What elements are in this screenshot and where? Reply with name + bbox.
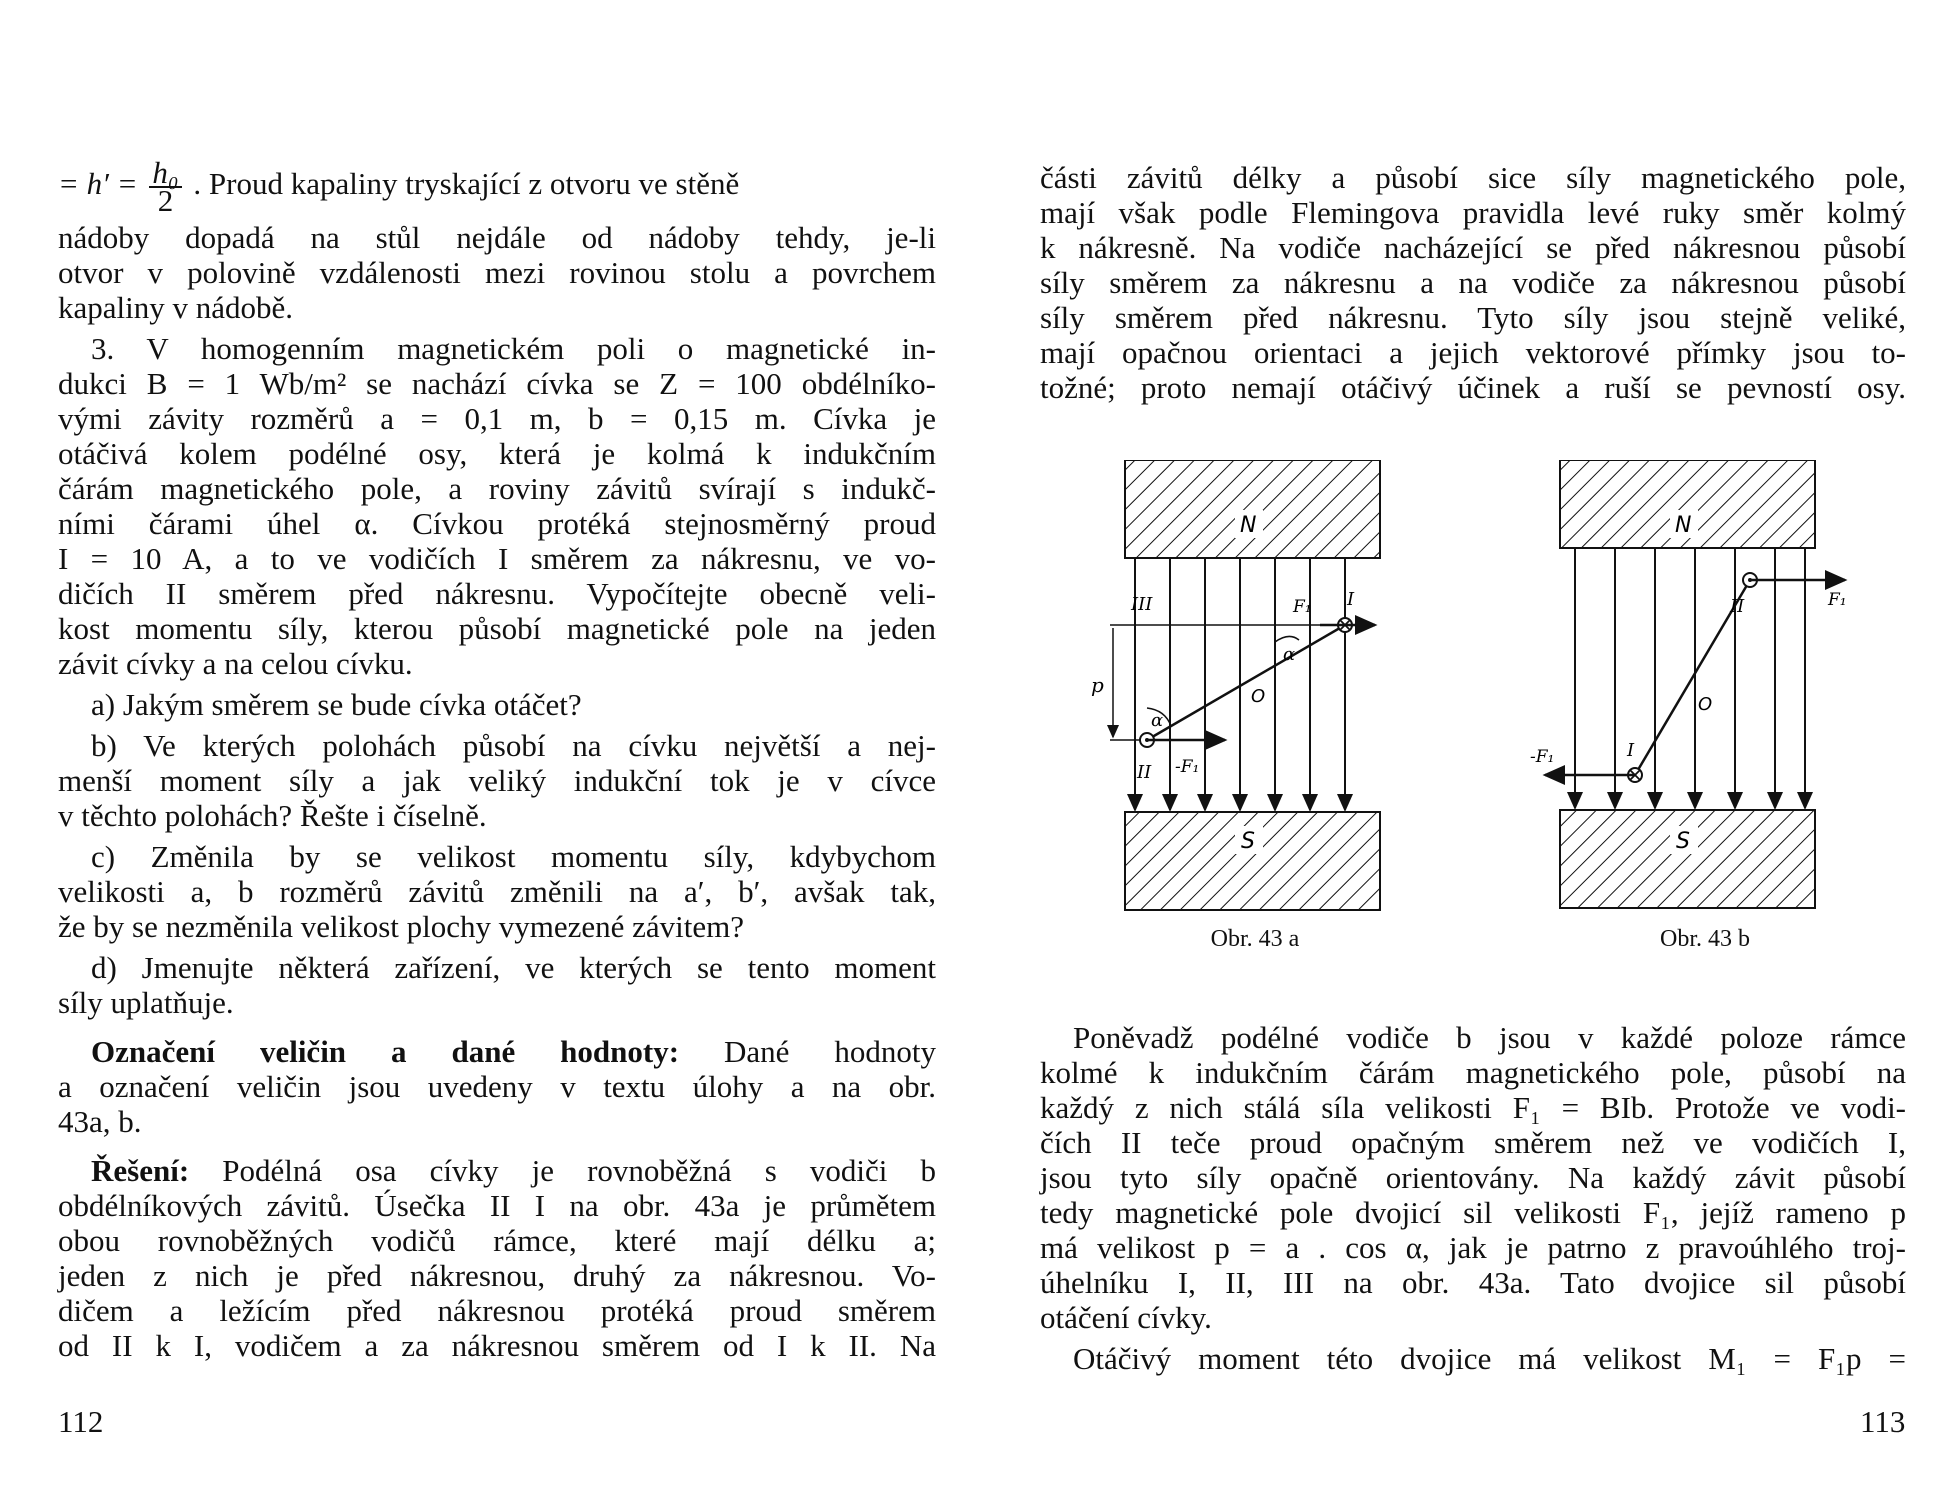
right-column-bottom [1040, 1020, 1906, 1376]
text-line: čárám magnetického pole, a roviny závitů svírají s indukč- [58, 471, 936, 506]
solution-section [58, 1153, 936, 1363]
text-line: k nákresně. Na vodiče nacházející se před nákresnou působí [1040, 230, 1906, 265]
label-II: II [1137, 762, 1152, 783]
question-c [58, 839, 936, 944]
text-line: kolmé k indukčním čárám magnetického pole, působí na [1040, 1055, 1906, 1090]
text-line [58, 1034, 936, 1069]
text-line: úhelníku I, II, III na obr. 43a. Tato dvojice sil působí [1040, 1265, 1906, 1300]
field-lines [1135, 558, 1345, 810]
fraction-denominator: 2 [157, 183, 174, 218]
text-line: mají však podle Flemingova pravidla levé ruky směr kolmý [1040, 195, 1906, 230]
label-F1: F₁ [1828, 590, 1847, 610]
text-line: I = 10 A, a to ve vodičích I směrem za nákresnu, ve vo- [58, 541, 936, 576]
left-column [58, 155, 936, 1363]
text-line: dičem a ležícím před nákresnou protéká proud směrem [58, 1293, 936, 1328]
label-II: II [1730, 596, 1745, 617]
text-line: Poněvadž podélné vodiče b jsou v každé poloze rámce [1073, 1020, 1906, 1055]
text-line: velikosti a, b rozměrů závitů změnili na a′, b′, avšak tak, [58, 874, 936, 909]
label-p: p [1091, 673, 1104, 697]
text-line: otvor v polovině vzdálenosti mezi rovinou stolu a povrchem [58, 255, 936, 290]
field-lines [1575, 548, 1805, 808]
formula-prefix: = h′ = [58, 166, 138, 202]
right-column-top [1040, 160, 1906, 405]
label-alpha-1: α [1283, 644, 1296, 665]
text-line: 3. V homogenním magnetickém poli o magnetické in- [91, 331, 936, 366]
section-heading-solution: Řešení: [91, 1153, 190, 1188]
text-line: v těchto polohách? Řešte i číselně. [58, 798, 487, 833]
text-line: síly směrem za nákresnu a na vodiče za nákresnou působí [1040, 265, 1906, 300]
text-line: dičích II směrem před nákresnu. Vypočítejte obecně veli- [58, 576, 936, 611]
text-line: síly uplatňuje. [58, 985, 234, 1020]
label-I: I [1627, 740, 1635, 761]
magnet-south-pole [1560, 810, 1815, 908]
text-line: jeden z nich je před nákresnou, druhý za nákresnou. Vo- [58, 1258, 936, 1293]
text-line: obou rovnoběžných vodičů rámce, které mají délku a; [58, 1223, 936, 1258]
text-line [58, 1153, 936, 1188]
section-heading-quantities: Označení veličin a dané hodnoty: [91, 1034, 680, 1069]
text-line: síly směrem před nákresnu. Tyto síly jsou stejně veliké, [1040, 300, 1906, 335]
text-line: nádoby dopadá na stůl nejdále od nádoby tehdy, je-li [58, 220, 936, 255]
text-line: otáčení cívky. [1040, 1300, 1212, 1335]
text-line: jsou tyto síly opačně orientovány. Na každý závit působí [1040, 1160, 1906, 1195]
paragraph-1 [58, 220, 936, 325]
angle-arc-1 [1275, 636, 1299, 642]
label-N: N [1675, 513, 1692, 538]
label-I: I [1347, 589, 1355, 610]
text-line: menší moment síly a jak veliký indukční tok je v cívce [58, 763, 936, 798]
text-line: dukci B = 1 Wb/m² se nachází cívka se Z = 100 obdélníko- [58, 366, 936, 401]
text-fragment: Podélná osa cívky je rovnoběžná s vodiči b [189, 1153, 936, 1188]
question-d [58, 950, 936, 1020]
text-line: obdélníkových závitů. Úsečka II I na obr. 43a je průmětem [58, 1188, 936, 1223]
text-line: kapaliny v nádobě. [58, 290, 294, 325]
text-line: vými závity rozměrů a = 0,1 m, b = 0,15 m. Cívka je [58, 401, 936, 436]
fraction-h0-over-2 [149, 155, 181, 218]
text-line: že by se nezměnila velikost plochy vymezené závitem? [58, 909, 745, 944]
label-S: S [1676, 829, 1690, 854]
text-line: otáčivá kolem podélné osy, která je kolmá k indukčním [58, 436, 936, 471]
formula-suffix: . Proud kapaliny tryskající z otvoru ve stěně [193, 166, 740, 202]
text-line: 43a, b. [58, 1104, 142, 1139]
label-minus-F1: -F₁ [1530, 747, 1555, 767]
text-line: a označení veličin jsou uvedeny v textu úlohy a na obr. [58, 1069, 936, 1104]
text-line: čích II teče proud opačným směrem než ve vodičích I, [1040, 1125, 1906, 1160]
text-fragment: Dané hodnoty [679, 1034, 936, 1069]
text-line: d) Jmenujte některá zařízení, ve kterých se tento moment [91, 950, 936, 985]
text-line: a) Jakým směrem se bude cívka otáčet? [91, 687, 582, 722]
page-number-right: 113 [1860, 1404, 1906, 1439]
text-line: c) Změnila by se velikost momentu síly, kdybychom [91, 839, 936, 874]
text-line: tedy magnetické pole dvojicí sil velikosti F₁, jejíž rameno p [1040, 1195, 1906, 1230]
label-minus-F1: -F₁ [1175, 757, 1200, 777]
label-N: N [1240, 513, 1257, 538]
page-number-left: 112 [58, 1404, 104, 1439]
text-line: b) Ve kterých polohách působí na cívku největší a nej- [91, 728, 936, 763]
text-line: mají opačnou orientaci a jejich vektorové přímky jsou to- [1040, 335, 1906, 370]
text-line: má velikost p = a . cos α, jak je patrno z pravoúhlého troj- [1040, 1230, 1906, 1265]
fraction-numerator: h₀ [149, 160, 181, 188]
figure-43b [1530, 460, 1860, 920]
text-line: tožné; proto nemají otáčivý účinek a ruší se pevností osy. [1040, 370, 1906, 405]
text-line: kost momentu síly, kterou působí magnetické pole na jeden [58, 611, 936, 646]
text-line: každý z nich stálá síla velikosti F₁ = BIb. Protože ve vodi- [1040, 1090, 1906, 1125]
label-S: S [1241, 829, 1255, 854]
label-O: O [1251, 686, 1266, 707]
text-line: ními čárami úhel α. Cívkou protéká stejnosměrný proud [58, 506, 936, 541]
text-line: části závitů délky a působí sice síly magnetického pole, [1040, 160, 1906, 195]
caption-43a: Obr. 43 a [1210, 926, 1300, 952]
text-line: Otáčivý moment této dvojice má velikost M₁ = F₁p = [1073, 1341, 1906, 1376]
caption-43b: Obr. 43 b [1660, 926, 1750, 952]
formula-line [58, 155, 936, 218]
figure-43a [1075, 460, 1405, 920]
quantities-section [58, 1034, 936, 1139]
question-b [58, 728, 936, 833]
label-O: O [1698, 694, 1713, 715]
text-line: závit cívky a na celou cívku. [58, 646, 413, 681]
problem-3 [58, 331, 936, 681]
text-line: od II k I, vodičem a za nákresnou směrem od I k II. Na [58, 1328, 936, 1363]
label-III: III [1131, 594, 1153, 615]
coil-projection-line [1147, 625, 1345, 740]
label-alpha-2: α [1151, 710, 1164, 731]
question-a [58, 687, 936, 722]
label-F1: F₁ [1293, 597, 1312, 617]
magnet-north-pole [1125, 460, 1380, 558]
